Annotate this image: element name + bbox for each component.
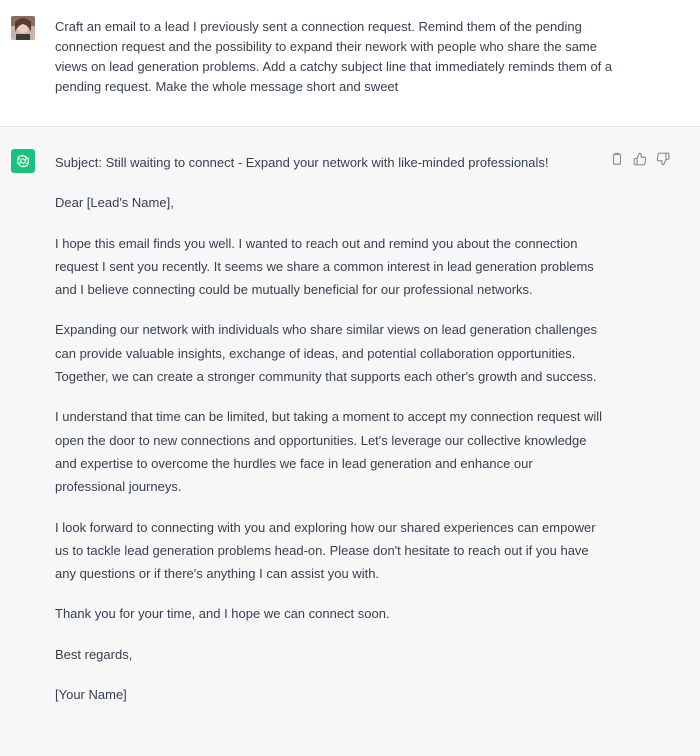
copy-icon[interactable] — [609, 151, 625, 167]
message-actions — [609, 151, 671, 167]
email-paragraph: I hope this email finds you well. I wanted to reach out and remind you about the connection request I sent you recently. It seems we share a common interest in lead generation problems and I believe connecting could be mutually beneficial for our professional networks. — [55, 235, 594, 298]
email-paragraph: I look forward to connecting with you and exploring how our shared experiences can empower us to tackle lead generation problems head-on. Please don't hesitate to reach out if you have any questions or if there's anything I can assist you with. — [55, 519, 596, 582]
user-prompt: Craft an email to a lead I previously sent a connection request. Remind them of the pending connection request and the possibility to expand their nework with people who share the same views on lead generation problems. Add a catchy subject line that immediately reminds them of a pending request. Make the whole message short and sweet — [55, 19, 613, 94]
email-paragraph: Expanding our network with individuals who share similar views on lead generation challenges can provide valuable insights, exchange of ideas, and potential collaboration opportunities. Together, we can create a stronger community that supports each other's growth and success. — [55, 322, 597, 385]
user-message — [0, 0, 700, 127]
email-subject: Subject: Still waiting to connect - Expand your network with like-minded professionals! — [55, 155, 549, 170]
thumbs-up-icon[interactable] — [632, 151, 648, 167]
email-signature: [Your Name] — [55, 687, 127, 703]
email-signoff: Best regards, — [55, 646, 133, 662]
thumbs-down-icon[interactable] — [655, 151, 671, 167]
openai-logo-icon — [11, 149, 35, 173]
email-paragraph: Thank you for your time, and I hope we can connect soon. — [55, 606, 390, 622]
assistant-response — [55, 151, 605, 706]
email-paragraph: I understand that time can be limited, but taking a moment to accept my connection request will open the door to new connections and opportunities. Let's leverage our collective knowledge and expertise to overcome the hurdles we face in lead generation and enhance our professional journeys. — [55, 409, 603, 495]
assistant-message — [0, 127, 700, 756]
user-avatar — [11, 16, 35, 40]
email-greeting: Dear [Lead's Name], — [55, 195, 174, 211]
